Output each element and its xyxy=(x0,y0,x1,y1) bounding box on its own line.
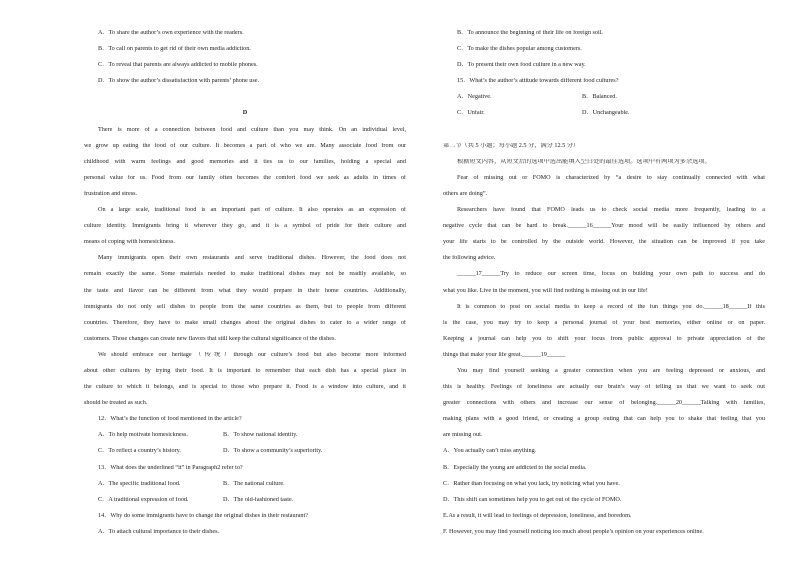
option-pair xyxy=(84,448,406,464)
question: 15．What’s the author’s attitude towards different food cultures? xyxy=(457,78,619,85)
option-pair xyxy=(84,432,406,448)
paragraph-line: are missing out. xyxy=(443,432,483,439)
option-pair xyxy=(84,481,406,497)
answer-option: D．The old-fashioned taste. xyxy=(223,496,294,503)
paragraph-line: making plans with a good friend, or creating a group outing that can help you to shake that feeling that you xyxy=(443,416,765,423)
answer-option: C．To reflect a country’s history. xyxy=(98,448,181,455)
answer-option: B．The national culture. xyxy=(223,480,285,487)
choice-option: A．You actually can’t miss anything. xyxy=(443,448,537,455)
choice-option: C．Rather than focusing on what you lack, try noticing what you have. xyxy=(443,480,620,487)
paragraph-line: Many immigrants open their own restaurants and serve traditional dishes. However, the food does not xyxy=(98,255,406,262)
paragraph-line: remain exactly the same. Some materials needed to make traditional dishes may not be readily available, so xyxy=(84,271,406,278)
paragraph-line: should be treated as such. xyxy=(84,400,148,407)
choice-option: B．Especially the young are addicted to the social media. xyxy=(443,464,587,471)
paragraph-line: frustration and stress. xyxy=(84,190,138,197)
paragraph-line: On a large scale, traditional food is an important part of culture. It also operates as an expression of xyxy=(98,207,406,214)
paragraph-line: about other cultures by trying their food. It is important to remember that each dish has a special place in xyxy=(84,367,406,374)
answer-option: A．Negative. xyxy=(457,94,492,101)
answer-option: A．To share the author’s own experience with the readers. xyxy=(98,30,244,36)
answer-option: A．To help motivate homesickness. xyxy=(98,432,188,439)
paragraph-line: is the case, you may try to keep a personal journal of your best memories, either online or on paper. xyxy=(443,319,765,326)
paragraph-line: the following advice. xyxy=(443,255,496,262)
choice-option: D．This shift can sometimes help you to get out of the cycle of FOMO. xyxy=(443,496,622,503)
paragraph-line: 根据短文内容，从短文后的选项中选出能填入空白处的最佳选项。选项中有两项为多余选项。 xyxy=(457,158,711,165)
paragraph-line: There is more of a connection between food and culture than you may think. On an individual level, xyxy=(98,126,406,133)
paragraph-line: childhood with warm feelings and good memories and it ties us to our families, holding a special and xyxy=(84,158,406,165)
option-pair xyxy=(84,497,406,513)
paragraph-line: the culture to which it belongs, and is special to those who prepare it. Food is a window into culture, and it xyxy=(84,384,406,391)
paragraph-line: culture identity. Immigrants bring it wherever they go, and it is a symbol of pride for their culture and xyxy=(84,223,406,230)
answer-option: D．Unchangeable. xyxy=(582,110,630,117)
left-column xyxy=(84,30,406,545)
answer-option: A．The specific traditional food. xyxy=(98,480,181,487)
paragraph-line: what you like. Live in the moment, you will find nothing is missing out in our life! xyxy=(443,287,648,294)
passage-heading: D xyxy=(242,110,248,117)
answer-option: D．To show a community’s superiority. xyxy=(223,448,323,455)
option-pair xyxy=(443,94,765,110)
paragraph-line: your life starts to be controlled by the outside world. However, the situation can be improved if you take xyxy=(443,239,765,246)
answer-option: B．Balanced. xyxy=(582,94,617,101)
answer-option: A．To attach cultural importance to their dishes. xyxy=(98,528,220,535)
spacer xyxy=(443,127,765,143)
paragraph-line: personal value for us. Food from our family often becomes the comfort food we seek as adults in times of xyxy=(84,174,406,181)
paragraph-line: You may find yourself seeking a greater connection when you are feeling depressed or anxious, and xyxy=(457,367,765,374)
section-heading: 第二节（共 5 小题；每小题 2.5 分，满分 12.5 分） xyxy=(443,142,580,149)
paragraph-line: the taste and flavor can be different from what they would prepare in their home countries. Additionally, xyxy=(84,287,406,294)
paragraph-line: immigrants do not only sell dishes to people from the same countries as them, but to people from different xyxy=(84,303,406,310)
answer-option: B．To call on parents to get rid of their own media addiction. xyxy=(98,46,251,53)
option-pair xyxy=(443,110,765,126)
question: 12．What’s the function of food mentioned in the article? xyxy=(98,416,242,423)
paragraph-line: ______17______Try to reduce our screen time, focus on building your own path to success and do xyxy=(457,271,765,278)
paragraph-line: means of coping with homesickness. xyxy=(84,239,175,246)
answer-option: C．To make the dishes popular among customers. xyxy=(457,46,582,53)
paragraph-line: Keeping a journal can help you to shift your focus from public approval to private appreciation of the xyxy=(443,335,765,342)
answer-option: B．To show national identity. xyxy=(223,432,298,439)
paragraph-line: things that make your life great.______19______ xyxy=(443,351,566,358)
answer-option: D．To present their own food culture in a new way. xyxy=(457,62,586,69)
answer-option: C．To reveal that parents are always addicted to mobile phones. xyxy=(98,62,258,69)
answer-option: D．To show the author’s dissatisfaction with parents’ phone use. xyxy=(98,78,260,85)
question: 14．Why do some immigrants have to change the original dishes in their restaurant? xyxy=(98,512,308,519)
answer-option: B．To announce the beginning of their life on foreign soil. xyxy=(457,30,603,36)
paragraph-line: others are doing”. xyxy=(443,190,488,197)
paragraph-line: We should embrace our heritage（传统）through our culture’s food but also become more informed xyxy=(98,351,406,358)
choice-option: E.As a result, it will lead to feelings of depression, loneliness, and boredom. xyxy=(443,512,632,519)
paragraph-line: customers. Those changes can create new flavors that still keep the cultural significance of the dishes. xyxy=(84,335,336,342)
paragraph-line: It is common to post on social media to keep a record of the fun things you do.______18______If this xyxy=(457,303,765,310)
paragraph-line: we grow up eating the food of our culture. It becomes a part of who we are. Many associate food from our xyxy=(84,142,406,149)
answer-option: C．A traditional expression of food. xyxy=(98,496,189,503)
paragraph-line: Researchers have found that FOMO leads us to check social media more frequently, leading to a xyxy=(457,207,765,214)
paragraph-line: Fear of missing out or FOMO is characterized by “a desire to stay continually connected with what xyxy=(457,174,765,181)
paragraph-line: negative cycle that can be hard to break.______16______Your mood will be easily influenced by others and xyxy=(443,223,765,230)
paragraph-line: greater connections with others and increase our sense of belonging.______20______Talking with families, xyxy=(443,400,765,407)
paragraph-line: countries. Therefore, they have to make small changes about the original dishes to cater to a wider range of xyxy=(84,319,406,326)
right-column xyxy=(443,30,765,545)
choice-option: F. However, you may find yourself noticing too much about people’s opinion on your experiences online. xyxy=(443,528,704,535)
answer-option: C．Unfair. xyxy=(457,110,485,117)
paragraph-line: this is healthy. Feelings of loneliness are actually our brain’s way of telling us that we want to seek out xyxy=(443,384,765,391)
question: 13．What does the underlined “it” in Paragraph2 refer to? xyxy=(98,464,243,471)
spacer xyxy=(84,94,406,110)
